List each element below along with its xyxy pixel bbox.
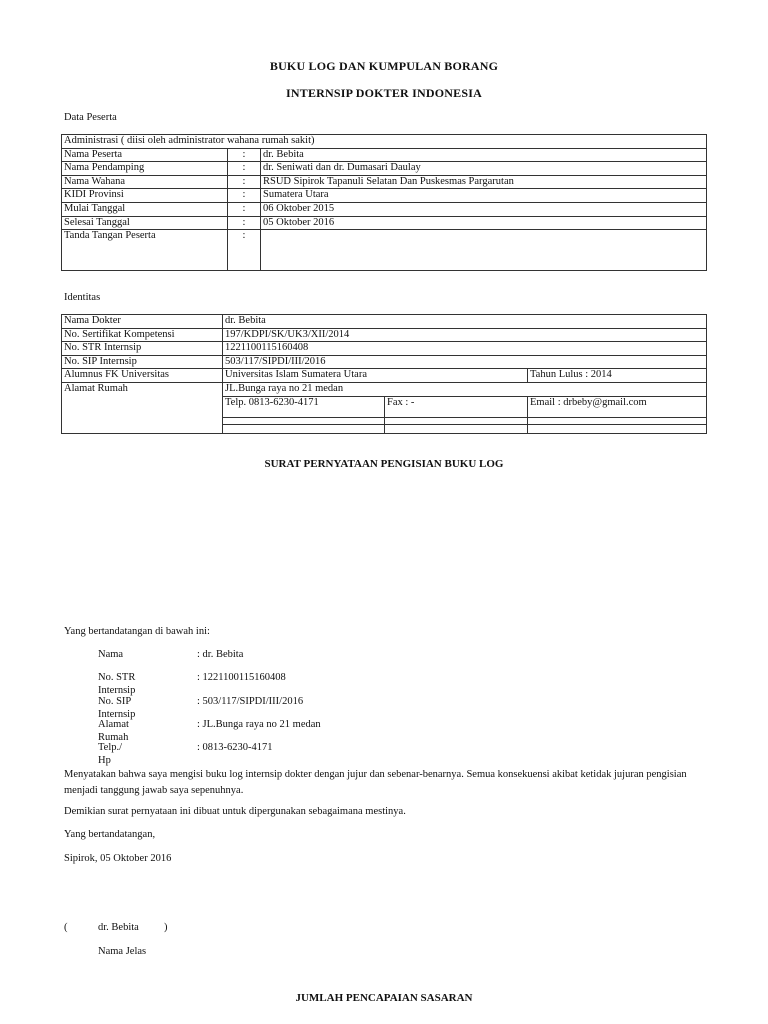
signer-name: dr. Bebita bbox=[98, 922, 139, 933]
row-value: 503/117/SIPDI/III/2016 bbox=[223, 355, 707, 369]
table-row bbox=[62, 175, 707, 189]
tahun-lulus: Tahun Lulus : 2014 bbox=[528, 369, 707, 383]
field-value: : JL.Bunga raya no 21 medan bbox=[197, 719, 321, 730]
next-section-title: JUMLAH PENCAPAIAN SASARAN bbox=[295, 992, 473, 1004]
row-value: 05 Oktober 2016 bbox=[261, 216, 707, 230]
row-value: dr. Seniwati dan dr. Dumasari Daulay bbox=[261, 162, 707, 176]
table-row bbox=[62, 162, 707, 176]
table-row bbox=[62, 342, 707, 356]
identitas-label: Identitas bbox=[64, 292, 101, 303]
row-key: Alumnus FK Universitas bbox=[62, 369, 223, 383]
row-key: Nama Pendamping bbox=[62, 162, 228, 176]
admin-note: Administrasi ( diisi oleh administrator wahana rumah sakit) bbox=[62, 135, 707, 149]
document-title-line1: BUKU LOG DAN KUMPULAN BORANG bbox=[269, 59, 499, 73]
surat-title: SURAT PERNYATAAN PENGISIAN BUKU LOG bbox=[264, 458, 504, 470]
field-value: : 1221100115160408 bbox=[197, 672, 286, 683]
row-value: JL.Bunga raya no 21 medan bbox=[223, 382, 707, 396]
surat-intro: Yang bertandatangan di bawah ini: bbox=[64, 626, 210, 637]
empty-cell bbox=[385, 417, 528, 424]
table-row bbox=[62, 315, 707, 329]
closing-paragraph: Demikian surat pernyataan ini dibuat untuk dipergunakan sebagaimana mestinya. bbox=[64, 806, 406, 817]
row-key: Tanda Tangan Peserta bbox=[62, 230, 228, 271]
row-value: 1221100115160408 bbox=[223, 342, 707, 356]
table-row bbox=[62, 328, 707, 342]
row-value: Sumatera Utara bbox=[261, 189, 707, 203]
empty-cell bbox=[385, 424, 528, 433]
empty-cell bbox=[528, 417, 707, 424]
name-caption: Nama Jelas bbox=[98, 946, 147, 957]
row-key: Selesai Tanggal bbox=[62, 216, 228, 230]
row-key: KIDI Provinsi bbox=[62, 189, 228, 203]
table-row bbox=[62, 369, 707, 383]
close-paren: ) bbox=[164, 922, 168, 933]
table-row bbox=[62, 230, 707, 271]
document-title-line2: INTERNSIP DOKTER INDONESIA bbox=[286, 86, 482, 100]
data-peserta-label: Data Peserta bbox=[64, 112, 117, 123]
field-key: Alamat Rumah bbox=[98, 719, 129, 743]
table-row bbox=[62, 148, 707, 162]
row-separator: : bbox=[228, 189, 261, 203]
field-key: Telp./ Hp bbox=[98, 742, 123, 766]
place-date: Sipirok, 05 Oktober 2016 bbox=[64, 853, 172, 864]
fax-cell: Fax : - bbox=[385, 396, 528, 417]
row-value: RSUD Sipirok Tapanuli Selatan Dan Puskesmas Pargarutan bbox=[261, 175, 707, 189]
row-key: No. SIP Internsip bbox=[62, 355, 223, 369]
row-key: Alamat Rumah bbox=[62, 382, 223, 433]
signer-label: Yang bertandatangan, bbox=[64, 829, 156, 840]
row-value: 06 Oktober 2015 bbox=[261, 202, 707, 216]
table-row bbox=[62, 382, 707, 396]
row-separator: : bbox=[228, 202, 261, 216]
empty-cell bbox=[223, 417, 385, 424]
row-key: Mulai Tanggal bbox=[62, 202, 228, 216]
table-row bbox=[62, 189, 707, 203]
row-value: 197/KDPI/SK/UK3/XII/2014 bbox=[223, 328, 707, 342]
email-cell: Email : drbeby@gmail.com bbox=[528, 396, 707, 417]
open-paren: ( bbox=[64, 922, 68, 933]
telp-cell: Telp. 0813-6230-4171 bbox=[223, 396, 385, 417]
row-separator: : bbox=[228, 230, 261, 271]
row-key: Nama Wahana bbox=[62, 175, 228, 189]
row-key: Nama Dokter bbox=[62, 315, 223, 329]
table-row bbox=[62, 202, 707, 216]
row-key: No. STR Internsip bbox=[62, 342, 223, 356]
statement-paragraph: Menyatakan bahwa saya mengisi buku log internsip dokter dengan jujur dan sebenar-benarnya. Semua konsekuensi akibat ketidak jujuran pengisian menjadi tanggung jawab saya sepenuhnya. bbox=[64, 769, 687, 797]
field-value: : 0813-6230-4171 bbox=[197, 742, 273, 753]
signature-box bbox=[261, 230, 707, 271]
row-separator: : bbox=[228, 175, 261, 189]
field-key: No. SIP Internsip bbox=[98, 696, 136, 720]
data-peserta-table bbox=[61, 134, 707, 271]
row-separator: : bbox=[228, 216, 261, 230]
field-key: No. STR Internsip bbox=[98, 672, 136, 696]
field-value: : dr. Bebita bbox=[197, 649, 244, 660]
row-key: No. Sertifikat Kompetensi bbox=[62, 328, 223, 342]
table-row bbox=[62, 355, 707, 369]
empty-cell bbox=[223, 424, 385, 433]
row-separator: : bbox=[228, 162, 261, 176]
row-key: Nama Peserta bbox=[62, 148, 228, 162]
row-value: Universitas Islam Sumatera Utara bbox=[223, 369, 528, 383]
field-key: Nama bbox=[98, 649, 124, 660]
table-row bbox=[62, 216, 707, 230]
field-value: : 503/117/SIPDI/III/2016 bbox=[197, 696, 304, 707]
empty-cell bbox=[528, 424, 707, 433]
row-value: dr. Bebita bbox=[261, 148, 707, 162]
identitas-table bbox=[61, 314, 707, 434]
row-separator: : bbox=[228, 148, 261, 162]
row-value: dr. Bebita bbox=[223, 315, 707, 329]
